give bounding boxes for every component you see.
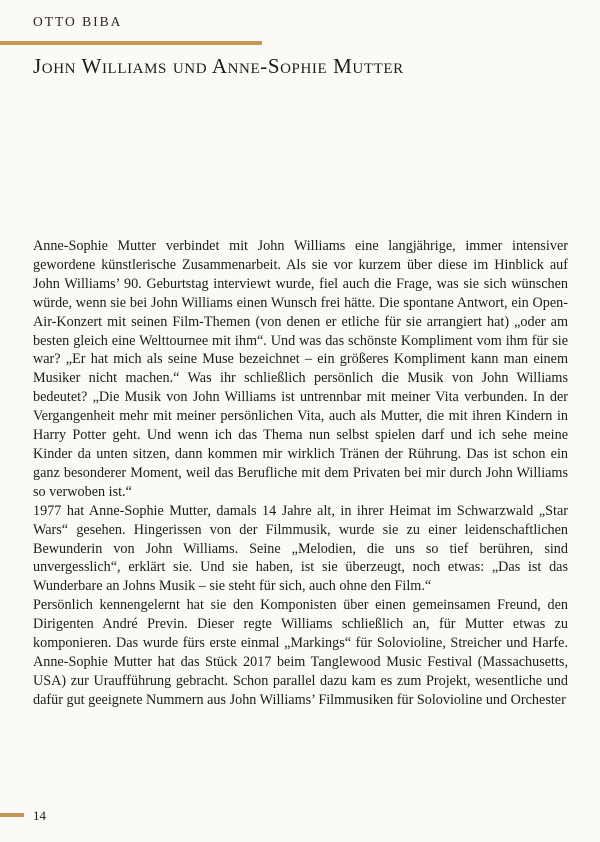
- paragraph: 1977 hat Anne-Sophie Mutter, damals 14 Jahre alt, in ihrer Heimat im Schwarzwald „Star Wars“ gesehen. Hingerissen von der Filmmusik, wurde sie zu einer leidenschaftlichen Bewunderin von John Williams. Seine „Melodien, die uns so tief berühren, sind unvergesslich“, erklärt sie. Und sie haben, ist sie überzeugt, noch etwas: „Das ist das Wunderbare an Johns Musik – sie steht für sich, auch ohne den Film.“: [33, 502, 568, 595]
- bleed-through-text: [272, 2, 600, 234]
- paragraph: Anne-Sophie Mutter verbindet mit John Williams eine langjährige, immer intensiver gewordene künstlerische Zusammenarbeit. Als sie vor kurzem über diese im Hinblick auf John Williams’ 90. Geburtstag interviewt wurde, fiel auch die Frage, was sie sich wünschen würde, wenn sie bei John Williams einen Wunsch frei hätte. Die spontane Antwort, ein Open-Air-Konzert mit seinen Film-Themen (von denen er etliche für sie arrangiert hat) „oder am besten gleich eine Welttournee mit ihm“. Und was das schönste Kompliment vom ihm für sie war? „Er hat mich als seine Muse bezeichnet – ein größeres Kompliment kann man einem Musiker nicht machen.“ Was ihr schließlich persönlich die Musik von John Williams bedeutet? „Die Musik von John Williams ist untrennbar mit meiner Vita verbunden. In der Vergangenheit mehr mit meiner persönlichen Vita, auch als Mutter, die mit ihren Kindern in Harry Potter geht. Und wenn ich das Thema nun selbst spielen darf und ich sehe meine Kinder da unten sitzen, dann kommen mir wirklich Tränen der Rührung. Das ist schon ein ganz besonderer Moment, weil das Berufliche mit dem Privaten bei mir durch John Williams so verwoben ist.“: [33, 238, 568, 500]
- body-text: [33, 237, 568, 710]
- running-head: OTTO BIBA: [33, 14, 123, 29]
- header-rule: [0, 41, 262, 45]
- page-number: 14: [33, 808, 46, 823]
- paragraph: Persönlich kennengelernt hat sie den Komponisten über einen gemeinsamen Freund, den Dirigenten André Previn. Dieser regte Williams schließlich an, für Mutter etwas zu komponieren. Das wurde fürs erste einmal „Markings“ für Solovioline, Streicher und Harfe. Anne-Sophie Mutter hat das Stück 2017 beim Tanglewood Music Festival (Massachusetts, USA) zur Uraufführung gebracht. Schon parallel dazu kam es zum Projekt, wesentliche und dafür gut geeignete Nummern aus John Williams’ Filmmusiken für Solovioline und Orchester: [33, 597, 568, 708]
- chapter-title: John Williams und Anne-Sophie Mutter: [33, 54, 404, 78]
- footer-rule: [0, 813, 24, 817]
